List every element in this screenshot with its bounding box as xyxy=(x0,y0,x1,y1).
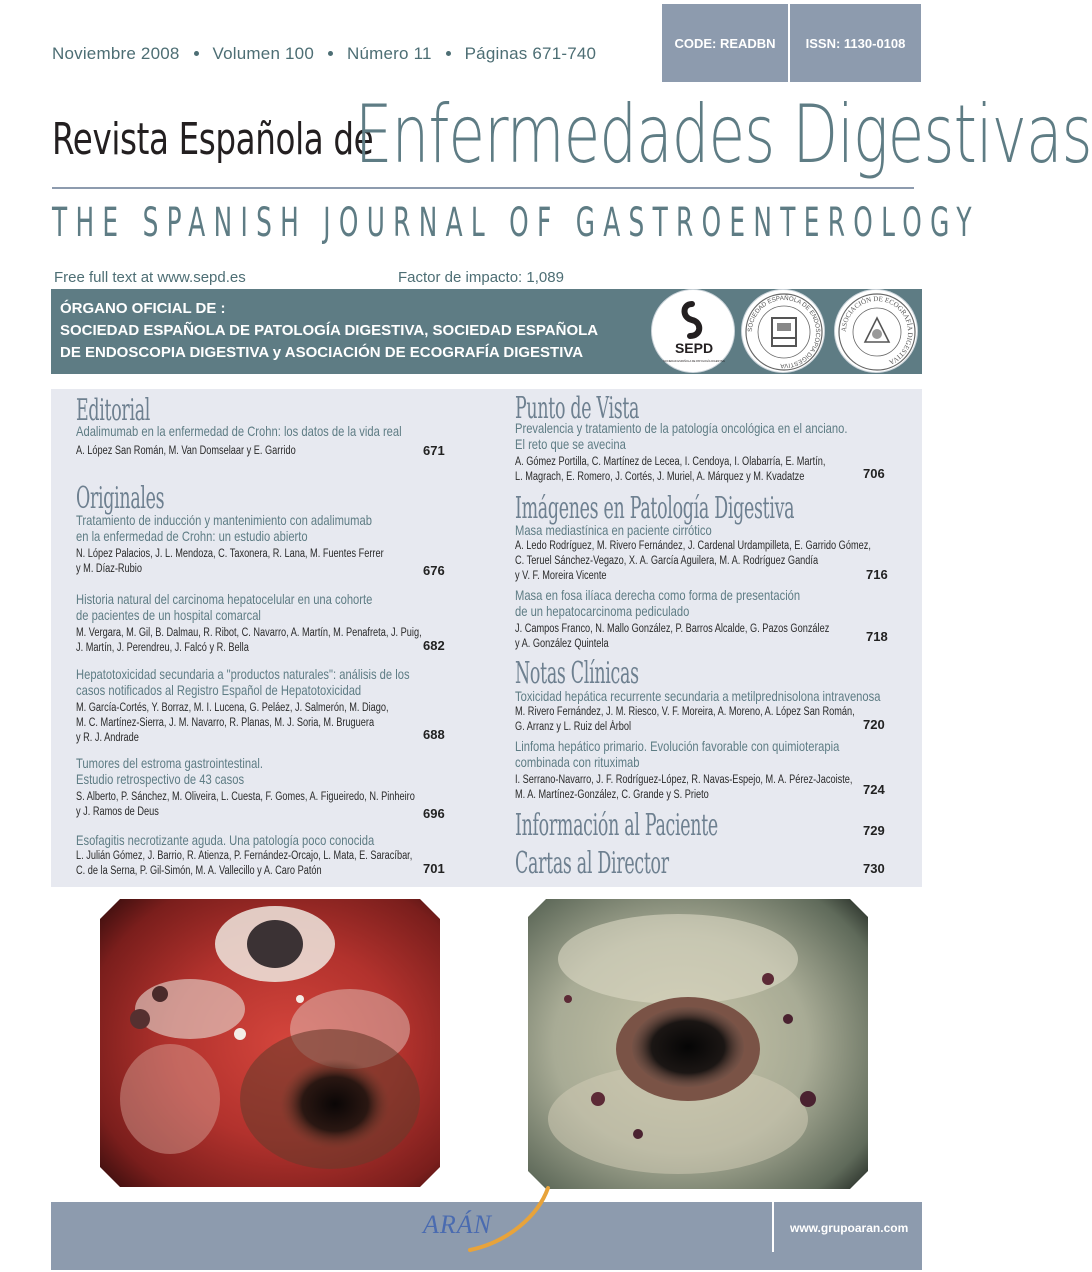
endoscopy-seal-icon xyxy=(742,290,826,374)
footer-divider xyxy=(772,1202,774,1252)
svg-text:ASOCIACIÓN DE ECOGRAFÍA DIGEST: ASOCIACIÓN DE ECOGRAFÍA DIGESTIVA xyxy=(839,294,915,367)
organ-text xyxy=(60,298,598,364)
separator-dot xyxy=(328,51,333,56)
page-number: 730 xyxy=(863,861,885,876)
issue-number: Número 11 xyxy=(347,44,432,63)
issue-line xyxy=(52,44,596,64)
ecography-seal-icon xyxy=(835,290,919,374)
journal-title-part2: Enfermedades Digestivas xyxy=(355,88,1092,181)
page-number: 724 xyxy=(863,782,885,797)
section-punto-de-vista: Punto de Vista xyxy=(515,391,640,426)
separator-dot xyxy=(446,51,451,56)
section-originales: Originales xyxy=(76,481,165,516)
endoscopy-photo-icon xyxy=(528,899,868,1189)
endoscopy-image-left xyxy=(100,899,440,1187)
toc-entry[interactable]: Hepatotoxicidad secundaria a "productos naturales": análisis de los casos notificados al Registro Español de Hepatotoxicidad M. García-Cortés, Y. Borraz, M. I. Lucena, G. Peláez, J. Salmerón, M. Diago, M. C. Martínez-Sierra, J. M. Navarro, R. Planas, M. J. Soria, M. Bruguera y R. J. Andrade xyxy=(76,666,410,744)
organ-line-3: DE ENDOSCOPIA DIGESTIVA y ASOCIACIÓN DE ECOGRAFÍA DIGESTIVA xyxy=(60,344,584,361)
section-editorial: Editorial xyxy=(76,393,151,428)
toc-entry[interactable]: Linfoma hepático primario. Evolución favorable con quimioterapia combinada con rituximab I. Serrano-Navarro, J. F. Rodríguez-López, R. Navas-Espejo, M. A. Pérez-Jacoiste, M. A. Martínez-González, C. Grande y S. Prieto xyxy=(515,738,853,801)
section-notas-clinicas: Notas Clínicas xyxy=(515,656,639,691)
fulltext-link[interactable]: Free full text at www.sepd.es xyxy=(54,269,246,286)
svg-text:SOCIEDAD ESPAÑOLA DE ENDOSCOPI: SOCIEDAD ESPAÑOLA DE ENDOSCOPIA DIGESTIVA xyxy=(746,294,822,370)
code-badge: CODE: READBN xyxy=(662,4,788,82)
toc-entry[interactable]: Tratamiento de inducción y mantenimiento con adalimumab en la enfermedad de Crohn: un estudio abierto N. López Palacios, J. L. Mendoza, C. Taxonera, R. Lana, M. Fuentes Ferrer y M. Díaz-Rubio xyxy=(76,512,384,575)
page-number: 676 xyxy=(423,563,445,578)
page-number: 688 xyxy=(423,727,445,742)
page-number: 696 xyxy=(423,806,445,821)
separator-dot xyxy=(194,51,199,56)
toc-entry[interactable]: Toxicidad hepática recurrente secundaria a metilprednisolona intravenosa M. Rivero Fernández, J. M. Riesco, V. F. Moreira, A. Moreno, A. López San Román, G. Arranz y L. Ruiz del Árbol xyxy=(515,688,881,733)
toc-entry[interactable]: Masa en fosa ilíaca derecha como forma de presentación de un hepatocarcinoma pediculado J. Campos Franco, N. Mallo González, P. Barros Alcalde, G. Pazos González y A. González Quintela xyxy=(515,587,830,650)
endoscopy-image-right xyxy=(528,899,868,1189)
page-number: 706 xyxy=(863,466,885,481)
issue-date: Noviembre 2008 xyxy=(52,44,180,63)
endoscopy-society-logo xyxy=(741,289,825,373)
page-number: 718 xyxy=(866,629,888,644)
impact-factor: Factor de impacto: 1,089 xyxy=(398,269,564,286)
publisher-logo: ARÁN xyxy=(423,1210,492,1239)
ecography-association-logo xyxy=(834,289,918,373)
issue-pages: Páginas 671-740 xyxy=(464,44,597,63)
issn-badge: ISSN: 1130-0108 xyxy=(790,4,921,82)
page-number: 682 xyxy=(423,638,445,653)
sepd-logo xyxy=(651,289,735,373)
journal-subtitle: THE SPANISH JOURNAL OF GASTROENTEROLOGY xyxy=(52,200,980,246)
publisher-url[interactable]: www.grupoaran.com xyxy=(790,1221,909,1235)
page-number: 716 xyxy=(866,567,888,582)
section-imagenes: Imágenes en Patología Digestiva xyxy=(515,491,795,526)
toc-entry[interactable]: Esofagitis necrotizante aguda. Una patología poco conocida L. Julián Gómez, J. Barrio, R. Atienza, P. Fernández-Orcajo, L. Mata, E. Saracíbar, C. de la Serna, P. Gil-Simón, M. A. Vallecillo y A. Caro Patón xyxy=(76,832,413,877)
title-divider xyxy=(52,187,914,189)
sepd-logo-icon xyxy=(652,290,736,374)
issue-volume: Volumen 100 xyxy=(212,44,314,63)
page-number: 701 xyxy=(423,861,445,876)
sepd-logo-label: SEPD xyxy=(674,340,714,356)
organ-line-1: ÓRGANO OFICIAL DE : xyxy=(60,300,226,317)
toc-entry[interactable]: Historia natural del carcinoma hepatocelular en una cohorte de pacientes de un hospital comarcal M. Vergara, M. Gil, B. Dalmau, R. Ribot, C. Navarro, A. Martín, M. Penafreta, J. Puig, J. Martín, J. Perendreu, J. Falcó y R. Bella xyxy=(76,591,422,654)
page-number: 671 xyxy=(423,443,445,458)
page-number: 729 xyxy=(863,823,885,838)
toc-entry[interactable]: Adalimumab en la enfermedad de Crohn: los datos de la vida real A. López San Román, M. Van Domselaar y E. Garrido xyxy=(76,423,402,457)
section-cartas-director[interactable]: Cartas al Director xyxy=(515,846,669,881)
page-number: 720 xyxy=(863,717,885,732)
toc-entry[interactable]: Tumores del estroma gastrointestinal. Estudio retrospectivo de 43 casos S. Alberto, P. Sánchez, M. Oliveira, L. Cuesta, F. Gomes, A. Figueiredo, N. Pinheiro y J. Ramos de Deus xyxy=(76,755,415,818)
section-informacion-paciente[interactable]: Información al Paciente xyxy=(515,808,718,843)
sepd-logo-sub: SOCIEDAD ESPAÑOLA DE PATOLOGÍA DIGESTIVA xyxy=(663,360,725,363)
organ-line-2: SOCIEDAD ESPAÑOLA DE PATOLOGÍA DIGESTIVA, SOCIEDAD ESPAÑOLA xyxy=(60,322,599,339)
endoscopy-photo-icon xyxy=(100,899,440,1187)
journal-title-part1: Revista Española de xyxy=(52,114,374,165)
toc-entry[interactable]: Masa mediastínica en paciente cirrótico A. Ledo Rodríguez, M. Rivero Fernández, J. Cardenal Urdampilleta, E. Garrido Gómez, C. Teruel Sánchez-Vegazo, X. A. García Aguilera, M. A. Rodríguez Gandía y V. F. Moreira Vicente xyxy=(515,522,871,582)
toc-entry[interactable]: Prevalencia y tratamiento de la patología oncológica en el anciano. El reto que se avecina A. Gómez Portilla, C. Martínez de Lecea, I. Cendoya, I. Olabarría, E. Martín, L. Magrach, E. Romero, J. Cortés, J. Muriel, A. Márquez y M. Kvadatze xyxy=(515,420,848,483)
